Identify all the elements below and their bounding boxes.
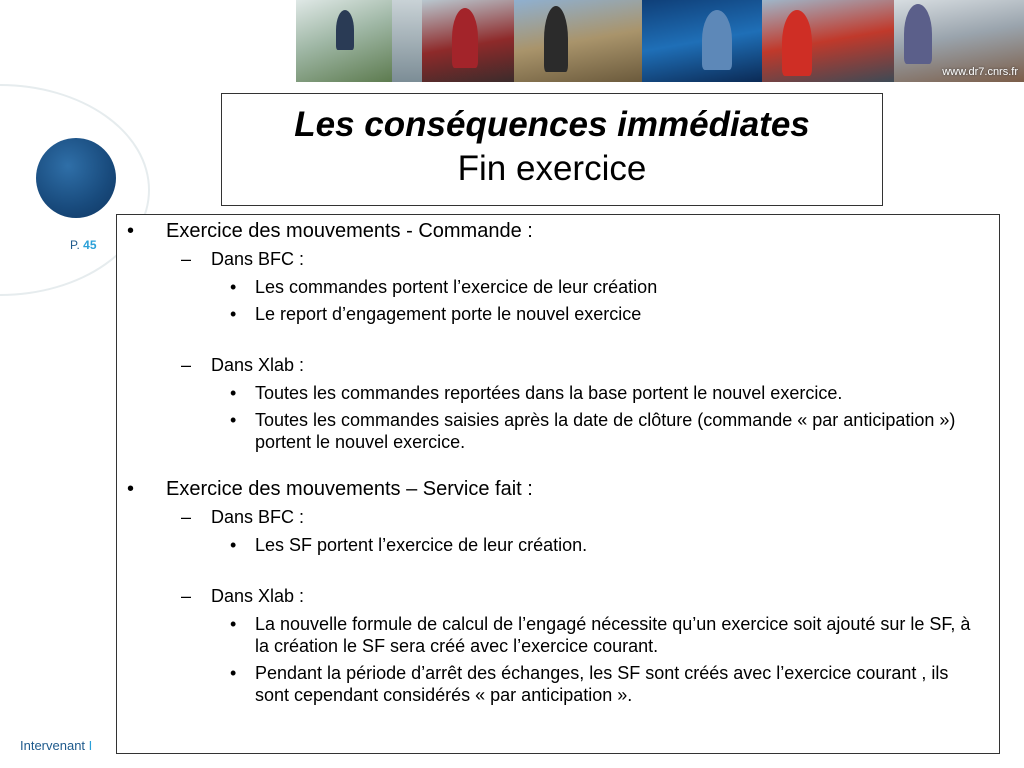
list-item — [117, 303, 999, 325]
list-item-text: Le report d’engagement porte le nouvel exercice — [255, 304, 642, 324]
bullet-icon: • — [230, 614, 237, 634]
bird-researcher-photo — [762, 0, 894, 82]
section-heading-commande — [117, 219, 999, 243]
list-item-text: La nouvelle formule de calcul de l’engagé nécessite qu’un exercice soit ajouté sur le SF, à la création le SF sera créé avec l’exercice courant. — [255, 614, 971, 656]
list-item-text: Les commandes portent l’exercice de leur création — [255, 277, 658, 297]
sub-heading-text: Dans Xlab : — [211, 355, 305, 375]
bullet-icon: • — [230, 410, 237, 430]
list-item — [117, 276, 999, 298]
bullet-icon: • — [230, 304, 237, 324]
banner-url: www.dr7.cnrs.fr — [942, 66, 1018, 78]
dash-icon: – — [181, 249, 192, 269]
section-heading-text: Exercice des mouvements - Commande : — [166, 220, 533, 242]
presenter-label: Intervenant — [20, 738, 86, 753]
sample-collection-photo — [514, 0, 642, 82]
page-value: 45 — [83, 238, 97, 252]
content-box — [116, 214, 1000, 754]
title-box — [221, 93, 883, 206]
bullet-list — [117, 219, 999, 706]
bullet-icon: • — [230, 663, 237, 683]
sub-heading-bfc — [117, 505, 999, 529]
list-item-text: Toutes les commandes saisies après la date de clôture (commande « par anticipation ») portent le nouvel exercice. — [255, 410, 956, 452]
dash-icon: – — [181, 586, 192, 606]
equipment-photo — [392, 0, 422, 82]
dash-icon: – — [181, 507, 192, 527]
sub-heading-text: Dans BFC : — [211, 249, 305, 269]
list-item-text: Toutes les commandes reportées dans la base portent le nouvel exercice. — [255, 383, 843, 403]
sub-heading-text: Dans Xlab : — [211, 586, 305, 606]
bullet-icon: • — [230, 535, 237, 555]
bullet-icon: • — [127, 220, 135, 242]
photo-banner — [296, 0, 1024, 82]
cnrs-logo — [36, 138, 116, 218]
page-number — [70, 238, 97, 252]
sub-heading-bfc — [117, 247, 999, 271]
list-item-text: Pendant la période d’arrêt des échanges, les SF sont créés avec l’exercice courant , ils sont cependant considérés « par anticipation ». — [255, 663, 949, 705]
list-item — [117, 613, 999, 657]
list-item-text: Les SF portent l’exercice de leur création. — [255, 535, 588, 555]
section-heading-text: Exercice des mouvements – Service fait : — [166, 478, 533, 500]
bullet-icon: • — [127, 478, 135, 500]
sub-heading-xlab — [117, 584, 999, 608]
list-item — [117, 409, 999, 453]
list-item — [117, 534, 999, 556]
slide-subtitle: Fin exercice — [457, 149, 647, 188]
field-researchers-photo — [296, 0, 392, 82]
footer-separator: I — [88, 738, 93, 753]
list-item — [117, 382, 999, 404]
sub-heading-xlab — [117, 353, 999, 377]
list-item — [117, 662, 999, 706]
page-prefix: P. — [70, 238, 80, 252]
bullet-icon: • — [230, 277, 237, 297]
dash-icon: – — [181, 355, 192, 375]
scientist-photo — [642, 0, 762, 82]
sub-heading-text: Dans BFC : — [211, 507, 305, 527]
footer — [20, 738, 92, 753]
bullet-icon: • — [230, 383, 237, 403]
section-heading-service-fait — [117, 477, 999, 501]
slide-title: Les conséquences immédiates — [294, 105, 810, 144]
lab-worker-photo — [422, 0, 514, 82]
